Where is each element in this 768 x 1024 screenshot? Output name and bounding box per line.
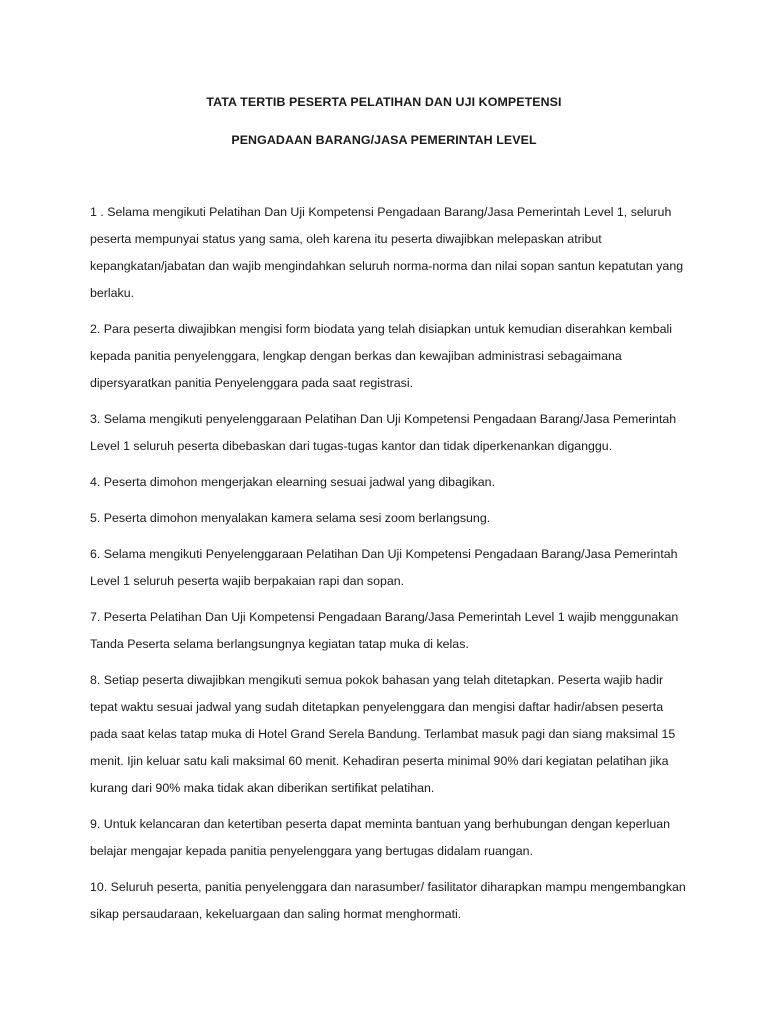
- rule-item-6: 6. Selama mengikuti Penyelenggaraan Pelatihan Dan Uji Kompetensi Pengadaan Barang/Jasa Pemerintah Level 1 seluruh peserta wajib berpakaian rapi dan sopan.: [90, 547, 678, 588]
- document-subtitle: PENGADAAN BARANG/JASA PEMERINTAH LEVEL: [231, 133, 537, 147]
- rule-item-9: 9. Untuk kelancaran dan ketertiban peserta dapat meminta bantuan yang berhubungan dengan keperluan belajar mengajar kepada panitia penyelenggara yang bertugas didalam ruangan.: [90, 817, 671, 858]
- rule-item-4: 4. Peserta dimohon mengerjakan elearning sesuai jadwal yang dibagikan.: [90, 475, 496, 489]
- rule-item-7: 7. Peserta Pelatihan Dan Uji Kompetensi Pengadaan Barang/Jasa Pemerintah Level 1 wajib menggunakan Tanda Peserta selama berlangsungnya kegiatan tatap muka di kelas.: [90, 610, 679, 651]
- rule-item-10: 10. Seluruh peserta, panitia penyelenggara dan narasumber/ fasilitator diharapkan mampu mengembangkan sikap persaudaraan, kekeluargaan dan saling hormat menghormati.: [90, 880, 686, 921]
- document-title: TATA TERTIB PESERTA PELATIHAN DAN UJI KOMPETENSI: [206, 95, 562, 109]
- rule-item-2: 2. Para peserta diwajibkan mengisi form biodata yang telah disiapkan untuk kemudian diserahkan kembali kepada panitia penyelenggara, lengkap dengan berkas dan kewajiban administrasi sebagaimana dipersyaratkan panitia Penyelenggara pada saat registrasi.: [90, 322, 673, 390]
- rule-item-3: 3. Selama mengikuti penyelenggaraan Pelatihan Dan Uji Kompetensi Pengadaan Barang/Jasa Pemerintah Level 1 seluruh peserta dibebaskan dari tugas-tugas kantor dan tidak diperkenankan diganggu.: [90, 412, 677, 453]
- rule-item-5: 5. Peserta dimohon menyalakan kamera selama sesi zoom berlangsung.: [90, 511, 491, 525]
- rule-item-8: 8. Setiap peserta diwajibkan mengikuti semua pokok bahasan yang telah ditetapkan. Peserta wajib hadir tepat waktu sesuai jadwal yang sudah ditetapkan penyelenggara dan mengisi daftar hadir/absen peserta pada saat kelas tatap muka di Hotel Grand Serela Bandung. Terlambat masuk pagi dan siang maksimal 15 menit. Ijin keluar satu kali maksimal 60 menit. Kehadiran peserta minimal 90% dari kegiatan pelatihan jika kurang dari 90% maka tidak akan diberikan sertifikat pelatihan.: [90, 673, 676, 795]
- rule-item-1: 1 . Selama mengikuti Pelatihan Dan Uji Kompetensi Pengadaan Barang/Jasa Pemerintah Level 1, seluruh peserta mempunyai status yang sama, oleh karena itu peserta diwajibkan melepaskan atribut kepangkatan/jabatan dan wajib mengindahkan seluruh norma-norma dan nilai sopan santun kepatutan yang berlaku.: [90, 205, 684, 300]
- rules-list: [90, 199, 690, 937]
